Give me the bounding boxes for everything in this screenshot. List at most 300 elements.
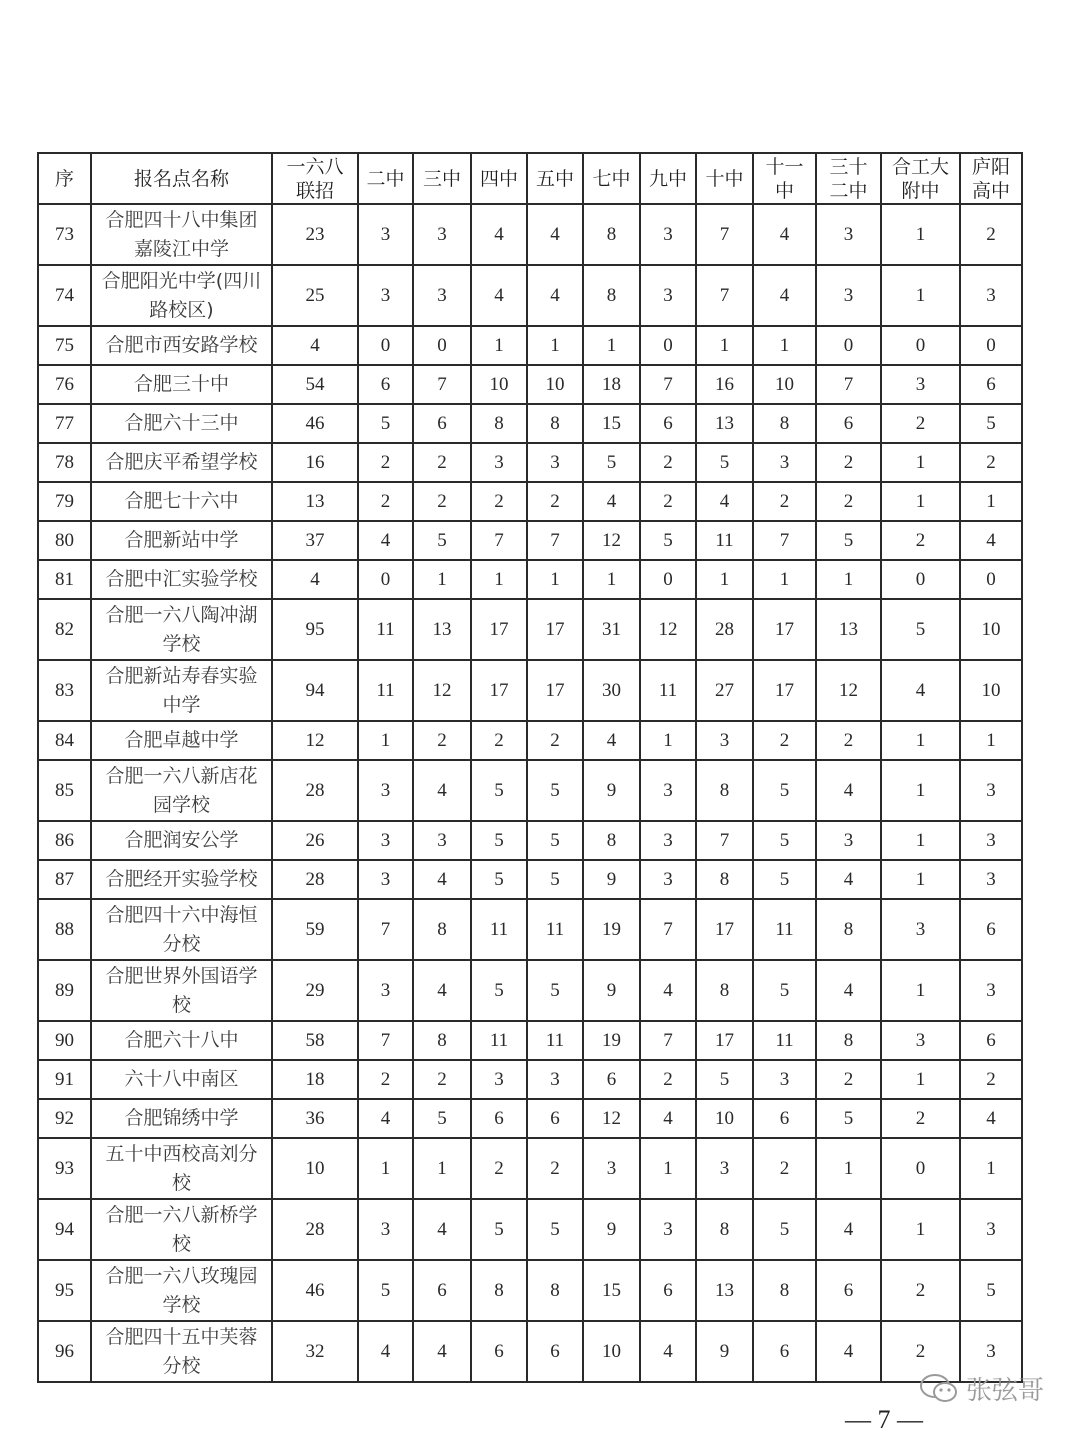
quota-cell: 13 [413, 599, 471, 660]
quota-cell: 3 [640, 1199, 696, 1260]
table-row [38, 482, 1022, 521]
quota-cell: 1 [960, 1138, 1022, 1199]
quota-cell: 0 [881, 1138, 960, 1199]
quota-cell: 3 [471, 443, 527, 482]
quota-cell: 8 [527, 404, 583, 443]
quota-cell: 3 [358, 821, 413, 860]
quota-cell: 2 [960, 443, 1022, 482]
quota-cell: 5 [753, 1199, 816, 1260]
quota-cell: 5 [960, 404, 1022, 443]
quota-cell: 7 [816, 365, 881, 404]
quota-cell: 3 [640, 265, 696, 326]
quota-cell: 6 [960, 1021, 1022, 1060]
column-header: 序 [38, 153, 91, 204]
school-name: 合肥四十五中芙蓉分校 [91, 1321, 272, 1382]
quota-cell: 1 [471, 560, 527, 599]
quota-cell: 4 [816, 1199, 881, 1260]
quota-cell: 8 [583, 204, 640, 265]
quota-cell: 1 [881, 960, 960, 1021]
quota-cell: 5 [960, 1260, 1022, 1321]
quota-cell: 5 [881, 599, 960, 660]
column-header: 四中 [471, 153, 527, 204]
quota-cell: 3 [816, 821, 881, 860]
quota-cell: 13 [816, 599, 881, 660]
quota-cell: 2 [527, 482, 583, 521]
quota-cell: 11 [640, 660, 696, 721]
quota-cell: 2 [358, 482, 413, 521]
wechat-icon [918, 1371, 962, 1407]
quota-cell: 9 [583, 960, 640, 1021]
quota-cell: 3 [960, 960, 1022, 1021]
school-name: 合肥六十三中 [91, 404, 272, 443]
quota-cell: 17 [753, 599, 816, 660]
quota-cell: 5 [413, 521, 471, 560]
quota-cell: 3 [583, 1138, 640, 1199]
quota-cell: 11 [753, 1021, 816, 1060]
row-number: 87 [38, 860, 91, 899]
quota-cell: 3 [960, 265, 1022, 326]
page-number: — 7 — [845, 1405, 923, 1434]
quota-cell: 2 [413, 482, 471, 521]
quota-cell: 4 [413, 760, 471, 821]
quota-cell: 10 [471, 365, 527, 404]
quota-cell: 37 [272, 521, 358, 560]
quota-cell: 6 [527, 1099, 583, 1138]
watermark-text: 张弦哥 [966, 1376, 1045, 1406]
quota-cell: 2 [640, 443, 696, 482]
row-number: 81 [38, 560, 91, 599]
quota-cell: 31 [583, 599, 640, 660]
quota-cell: 3 [358, 1199, 413, 1260]
quota-cell: 1 [881, 1060, 960, 1099]
table-row [38, 1021, 1022, 1060]
quota-cell: 3 [960, 1199, 1022, 1260]
row-number: 77 [38, 404, 91, 443]
quota-cell: 3 [640, 860, 696, 899]
quota-cell: 2 [881, 404, 960, 443]
quota-cell: 1 [527, 560, 583, 599]
quota-cell: 2 [753, 721, 816, 760]
quota-cell: 16 [696, 365, 753, 404]
quota-cell: 4 [960, 521, 1022, 560]
quota-cell: 3 [358, 760, 413, 821]
quota-cell: 7 [696, 265, 753, 326]
quota-cell: 3 [960, 860, 1022, 899]
school-name: 合肥七十六中 [91, 482, 272, 521]
quota-cell: 2 [358, 1060, 413, 1099]
quota-cell: 2 [816, 443, 881, 482]
school-name: 合肥新站中学 [91, 521, 272, 560]
quota-cell: 3 [960, 760, 1022, 821]
quota-cell: 5 [471, 760, 527, 821]
quota-cell: 8 [753, 1260, 816, 1321]
quota-cell: 1 [881, 721, 960, 760]
quota-cell: 5 [640, 521, 696, 560]
quota-cell: 10 [583, 1321, 640, 1382]
quota-cell: 6 [527, 1321, 583, 1382]
column-header: 五中 [527, 153, 583, 204]
quota-cell: 2 [413, 1060, 471, 1099]
quota-cell: 10 [527, 365, 583, 404]
quota-cell: 4 [413, 860, 471, 899]
quota-cell: 0 [881, 560, 960, 599]
table-header-row [38, 153, 1022, 204]
quota-cell: 8 [753, 404, 816, 443]
quota-cell: 8 [696, 1199, 753, 1260]
quota-cell: 6 [960, 365, 1022, 404]
quota-cell: 7 [640, 899, 696, 960]
quota-cell: 6 [471, 1099, 527, 1138]
column-header: 七中 [583, 153, 640, 204]
quota-cell: 4 [413, 960, 471, 1021]
quota-cell: 6 [753, 1321, 816, 1382]
quota-cell: 17 [527, 660, 583, 721]
quota-cell: 3 [753, 443, 816, 482]
quota-cell: 8 [696, 860, 753, 899]
table-row [38, 660, 1022, 721]
quota-cell: 6 [413, 1260, 471, 1321]
quota-cell: 2 [471, 721, 527, 760]
quota-cell: 6 [583, 1060, 640, 1099]
school-name: 合肥六十八中 [91, 1021, 272, 1060]
school-name: 合肥卓越中学 [91, 721, 272, 760]
quota-cell: 1 [696, 326, 753, 365]
table-row [38, 404, 1022, 443]
school-name: 合肥一六八新店花园学校 [91, 760, 272, 821]
quota-cell: 5 [471, 860, 527, 899]
quota-cell: 36 [272, 1099, 358, 1138]
quota-cell: 1 [583, 326, 640, 365]
quota-table [37, 152, 1023, 1383]
quota-cell: 28 [696, 599, 753, 660]
school-name: 六十八中南区 [91, 1060, 272, 1099]
quota-cell: 1 [816, 560, 881, 599]
quota-cell: 3 [960, 1321, 1022, 1382]
quota-cell: 8 [696, 960, 753, 1021]
quota-cell: 4 [583, 482, 640, 521]
quota-cell: 6 [471, 1321, 527, 1382]
quota-cell: 30 [583, 660, 640, 721]
quota-cell: 0 [413, 326, 471, 365]
quota-cell: 15 [583, 1260, 640, 1321]
quota-cell: 17 [753, 660, 816, 721]
quota-cell: 12 [640, 599, 696, 660]
quota-cell: 4 [471, 265, 527, 326]
quota-cell: 1 [527, 326, 583, 365]
row-number: 78 [38, 443, 91, 482]
quota-cell: 8 [471, 1260, 527, 1321]
quota-cell: 2 [816, 482, 881, 521]
quota-cell: 6 [413, 404, 471, 443]
quota-cell: 5 [471, 821, 527, 860]
table-row [38, 860, 1022, 899]
row-number: 96 [38, 1321, 91, 1382]
row-number: 88 [38, 899, 91, 960]
quota-cell: 27 [696, 660, 753, 721]
quota-cell: 8 [471, 404, 527, 443]
school-name: 合肥经开实验学校 [91, 860, 272, 899]
quota-cell: 28 [272, 760, 358, 821]
quota-cell: 4 [753, 265, 816, 326]
quota-cell: 5 [527, 821, 583, 860]
quota-cell: 7 [696, 204, 753, 265]
quota-cell: 2 [881, 521, 960, 560]
row-number: 76 [38, 365, 91, 404]
quota-cell: 7 [640, 365, 696, 404]
quota-cell: 2 [960, 204, 1022, 265]
column-header: 三十 二中 [816, 153, 881, 204]
quota-cell: 10 [960, 660, 1022, 721]
quota-cell: 10 [753, 365, 816, 404]
quota-cell: 17 [696, 899, 753, 960]
quota-cell: 0 [640, 560, 696, 599]
quota-cell: 10 [960, 599, 1022, 660]
quota-cell: 7 [527, 521, 583, 560]
quota-cell: 2 [413, 721, 471, 760]
quota-cell: 4 [640, 960, 696, 1021]
quota-cell: 6 [816, 1260, 881, 1321]
school-name: 合肥阳光中学(四川路校区) [91, 265, 272, 326]
school-name: 合肥一六八新桥学校 [91, 1199, 272, 1260]
row-number: 91 [38, 1060, 91, 1099]
row-number: 84 [38, 721, 91, 760]
quota-cell: 2 [358, 443, 413, 482]
quota-cell: 12 [583, 1099, 640, 1138]
quota-cell: 12 [816, 660, 881, 721]
quota-cell: 28 [272, 1199, 358, 1260]
quota-cell: 12 [272, 721, 358, 760]
row-number: 93 [38, 1138, 91, 1199]
quota-cell: 15 [583, 404, 640, 443]
quota-cell: 1 [358, 1138, 413, 1199]
quota-cell: 2 [881, 1099, 960, 1138]
quota-cell: 3 [358, 860, 413, 899]
column-header: 报名点名称 [91, 153, 272, 204]
quota-cell: 58 [272, 1021, 358, 1060]
quota-cell: 0 [816, 326, 881, 365]
quota-cell: 4 [358, 1321, 413, 1382]
column-header: 一六八 联招 [272, 153, 358, 204]
school-name: 五十中西校高刘分校 [91, 1138, 272, 1199]
quota-cell: 5 [527, 1199, 583, 1260]
quota-cell: 46 [272, 1260, 358, 1321]
quota-cell: 0 [358, 326, 413, 365]
quota-cell: 4 [640, 1321, 696, 1382]
school-name: 合肥市西安路学校 [91, 326, 272, 365]
quota-cell: 4 [527, 204, 583, 265]
quota-cell: 7 [358, 1021, 413, 1060]
quota-cell: 11 [527, 899, 583, 960]
quota-cell: 1 [583, 560, 640, 599]
quota-cell: 5 [753, 760, 816, 821]
row-number: 79 [38, 482, 91, 521]
quota-cell: 0 [881, 326, 960, 365]
quota-cell: 6 [640, 1260, 696, 1321]
school-name: 合肥三十中 [91, 365, 272, 404]
quota-cell: 4 [358, 1099, 413, 1138]
column-header: 十一 中 [753, 153, 816, 204]
quota-cell: 9 [583, 760, 640, 821]
quota-cell: 5 [527, 960, 583, 1021]
quota-cell: 18 [583, 365, 640, 404]
row-number: 73 [38, 204, 91, 265]
quota-cell: 5 [527, 760, 583, 821]
school-name: 合肥中汇实验学校 [91, 560, 272, 599]
quota-cell: 3 [358, 204, 413, 265]
quota-cell: 3 [413, 265, 471, 326]
table-row [38, 204, 1022, 265]
quota-cell: 4 [272, 560, 358, 599]
quota-cell: 6 [960, 899, 1022, 960]
quota-cell: 1 [816, 1138, 881, 1199]
quota-cell: 2 [753, 482, 816, 521]
quota-cell: 3 [471, 1060, 527, 1099]
quota-cell: 5 [471, 960, 527, 1021]
table-row [38, 760, 1022, 821]
quota-cell: 2 [413, 443, 471, 482]
quota-cell: 59 [272, 899, 358, 960]
quota-cell: 3 [640, 821, 696, 860]
quota-cell: 2 [753, 1138, 816, 1199]
quota-cell: 0 [960, 326, 1022, 365]
quota-cell: 6 [358, 365, 413, 404]
quota-cell: 1 [640, 1138, 696, 1199]
quota-cell: 17 [471, 599, 527, 660]
school-name: 合肥新站寿春实验中学 [91, 660, 272, 721]
column-header: 二中 [358, 153, 413, 204]
quota-cell: 4 [413, 1321, 471, 1382]
quota-cell: 1 [881, 265, 960, 326]
quota-cell: 3 [696, 1138, 753, 1199]
quota-cell: 1 [881, 443, 960, 482]
school-name: 合肥一六八玫瑰园学校 [91, 1260, 272, 1321]
quota-cell: 6 [753, 1099, 816, 1138]
quota-cell: 13 [696, 404, 753, 443]
quota-cell: 0 [960, 560, 1022, 599]
quota-cell: 94 [272, 660, 358, 721]
row-number: 92 [38, 1099, 91, 1138]
school-name: 合肥一六八陶冲湖学校 [91, 599, 272, 660]
quota-cell: 4 [960, 1099, 1022, 1138]
quota-cell: 3 [881, 899, 960, 960]
quota-cell: 4 [272, 326, 358, 365]
quota-cell: 2 [527, 721, 583, 760]
quota-cell: 17 [527, 599, 583, 660]
quota-cell: 46 [272, 404, 358, 443]
column-header: 合工大 附中 [881, 153, 960, 204]
row-number: 80 [38, 521, 91, 560]
quota-cell: 5 [753, 821, 816, 860]
table-row [38, 1099, 1022, 1138]
row-number: 75 [38, 326, 91, 365]
table-row [38, 1260, 1022, 1321]
quota-cell: 10 [696, 1099, 753, 1138]
table-body [38, 204, 1022, 1382]
quota-cell: 28 [272, 860, 358, 899]
quota-cell: 12 [583, 521, 640, 560]
quota-cell: 2 [960, 1060, 1022, 1099]
quota-cell: 1 [960, 721, 1022, 760]
table-row [38, 960, 1022, 1021]
table-row [38, 265, 1022, 326]
quota-cell: 1 [358, 721, 413, 760]
table-row [38, 560, 1022, 599]
quota-cell: 3 [881, 1021, 960, 1060]
quota-cell: 5 [583, 443, 640, 482]
quota-cell: 2 [816, 721, 881, 760]
quota-cell: 7 [696, 821, 753, 860]
row-number: 94 [38, 1199, 91, 1260]
quota-cell: 3 [816, 204, 881, 265]
quota-cell: 3 [413, 204, 471, 265]
quota-cell: 11 [753, 899, 816, 960]
quota-cell: 5 [696, 443, 753, 482]
row-number: 95 [38, 1260, 91, 1321]
quota-cell: 5 [413, 1099, 471, 1138]
quota-cell: 4 [358, 521, 413, 560]
quota-cell: 8 [816, 899, 881, 960]
quota-cell: 5 [527, 860, 583, 899]
table-row [38, 1060, 1022, 1099]
quota-cell: 17 [471, 660, 527, 721]
quota-cell: 3 [640, 204, 696, 265]
quota-cell: 4 [471, 204, 527, 265]
quota-cell: 1 [753, 326, 816, 365]
quota-cell: 11 [358, 660, 413, 721]
quota-cell: 5 [358, 404, 413, 443]
quota-cell: 3 [960, 821, 1022, 860]
quota-cell: 2 [816, 1060, 881, 1099]
quota-cell: 3 [816, 265, 881, 326]
quota-cell: 1 [881, 1199, 960, 1260]
quota-cell: 8 [413, 1021, 471, 1060]
quota-cell: 4 [816, 1321, 881, 1382]
quota-cell: 3 [640, 760, 696, 821]
table-row [38, 443, 1022, 482]
quota-cell: 2 [881, 1260, 960, 1321]
table-row [38, 899, 1022, 960]
quota-cell: 0 [640, 326, 696, 365]
quota-cell: 5 [753, 860, 816, 899]
table-row [38, 721, 1022, 760]
quota-cell: 9 [696, 1321, 753, 1382]
quota-cell: 7 [640, 1021, 696, 1060]
quota-cell: 18 [272, 1060, 358, 1099]
quota-cell: 2 [640, 482, 696, 521]
row-number: 86 [38, 821, 91, 860]
quota-cell: 6 [816, 404, 881, 443]
quota-cell: 7 [358, 899, 413, 960]
table-row [38, 365, 1022, 404]
quota-cell: 6 [640, 404, 696, 443]
quota-cell: 3 [527, 1060, 583, 1099]
quota-cell: 95 [272, 599, 358, 660]
quota-cell: 8 [696, 760, 753, 821]
quota-cell: 0 [358, 560, 413, 599]
quota-cell: 7 [471, 521, 527, 560]
row-number: 85 [38, 760, 91, 821]
quota-cell: 8 [527, 1260, 583, 1321]
quota-cell: 26 [272, 821, 358, 860]
quota-cell: 5 [816, 521, 881, 560]
row-number: 90 [38, 1021, 91, 1060]
quota-cell: 1 [881, 204, 960, 265]
quota-cell: 4 [583, 721, 640, 760]
quota-cell: 4 [640, 1099, 696, 1138]
quota-cell: 11 [358, 599, 413, 660]
quota-cell: 1 [881, 860, 960, 899]
quota-cell: 4 [881, 660, 960, 721]
